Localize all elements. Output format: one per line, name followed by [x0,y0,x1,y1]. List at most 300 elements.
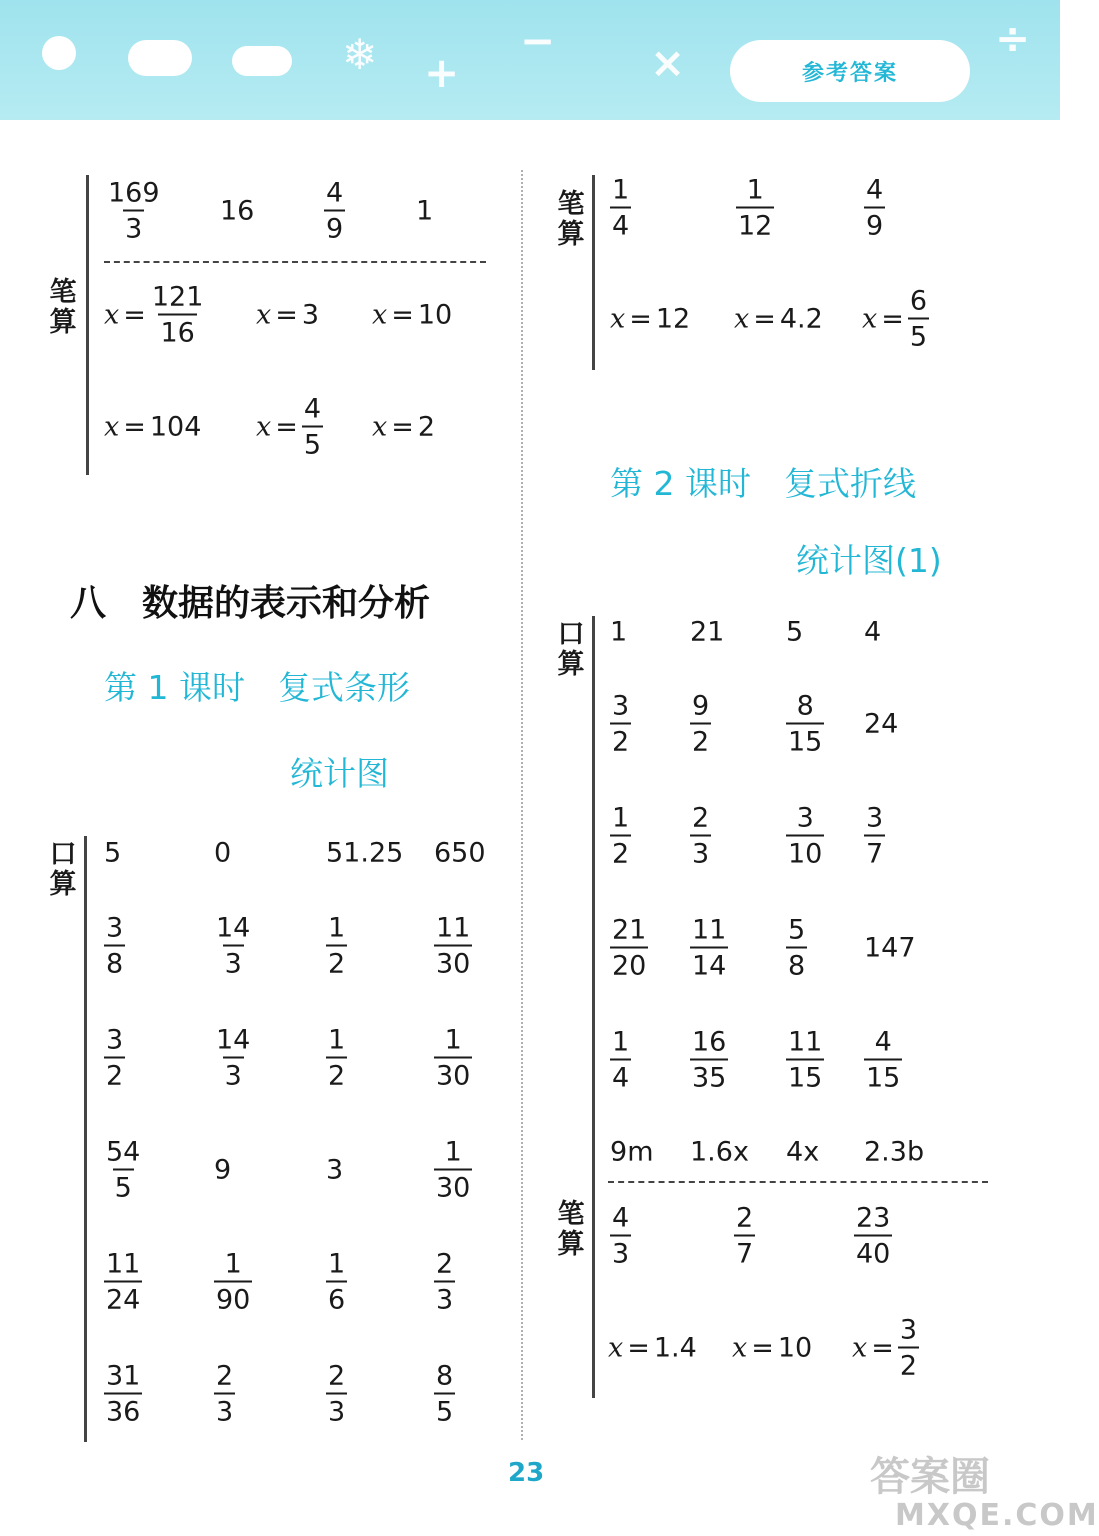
math-value [416,196,433,227]
number: 5 [786,616,804,648]
numerator: 2 [328,1360,346,1392]
numerator: 6 [909,285,928,317]
numerator: 1 [612,1026,630,1058]
right-bisuan2-label: 笔算 [557,1199,585,1260]
variable: b [906,1136,925,1168]
math-value [434,1136,472,1204]
right-kousuan-row1-cell [690,616,725,648]
coefficient: 4 [786,1136,804,1168]
number: 650 [434,837,486,869]
fraction [326,1024,347,1092]
minus-icon: − [520,16,556,65]
answer-label: 参考答案 [801,60,898,86]
right-bisuan2-row2-cell [852,1314,919,1382]
right-kousuan-row5-cell [610,1026,631,1094]
fraction [610,802,631,870]
right-kousuan-row6-cell [786,1136,820,1168]
numerator: 5 [788,914,806,946]
right-kousuan-row1-cell [610,616,628,648]
snowflake-icon: ❄ [342,30,378,79]
left-kousuan-row3-cell [104,1024,125,1092]
right-bisuan-row2-cell [862,285,929,353]
right-kousuan-row6-cell [690,1136,749,1168]
fraction [214,912,252,980]
right-kousuan-row4-cell [610,914,648,982]
fraction [434,1136,472,1204]
math-value [372,411,436,443]
math-value [104,1248,142,1316]
numerator: 11 [436,912,471,944]
math-value [610,690,631,758]
fraction [786,690,824,758]
fraction [854,1202,892,1270]
math-value [864,709,898,740]
numerator: 3 [796,802,814,834]
number: 1 [416,195,434,227]
fraction [786,1026,824,1094]
left-kousuan-row5-cell [434,1248,455,1316]
denominator: 8 [104,945,125,978]
left-kousuan-row1-cell [326,837,404,869]
left-kousuan-row2-cell [214,912,252,980]
math-value [610,802,631,870]
equals-sign: = [275,411,298,443]
number: 21 [690,616,725,648]
left-bisuan-row1-cell [416,195,434,227]
left-kousuan-row2-cell [326,912,347,980]
variable-x: x [372,411,388,443]
answer-badge [730,40,970,102]
math-value [326,1360,347,1428]
left-kousuan-row1-cell [104,837,122,869]
watermark-url: MXQE.COM [895,1498,1099,1533]
right-dashed-separator [608,1181,988,1183]
left-kousuan-bar [84,836,87,1442]
math-value [214,1360,235,1428]
math-value [852,1314,919,1382]
right-kousuan-row5-cell [786,1026,824,1094]
denominator: 3 [434,1281,455,1314]
fraction [104,912,125,980]
lesson1-title-line1: 第 1 课时 复式条形 [104,668,410,707]
math-value [736,174,774,242]
math-value [610,1137,654,1168]
number: 0 [214,837,232,869]
variable: x [732,1136,749,1168]
numerator: 2 [692,802,710,834]
variable-x: x [610,303,626,335]
numerator: 3 [899,1314,918,1346]
math-value [864,1137,924,1168]
numerator: 3 [106,1024,124,1056]
math-value [786,914,807,982]
math-value [104,411,202,443]
fraction [326,1360,347,1428]
denominator: 24 [104,1281,142,1314]
denominator: 3 [214,1393,235,1426]
denominator: 2 [104,1057,125,1090]
denominator: 5 [434,1393,455,1426]
math-value [326,1155,343,1186]
numerator: 1 [328,1248,346,1280]
left-bisuan-row1-cell [106,177,162,245]
denominator: 10 [786,835,824,868]
fraction [908,285,929,353]
right-bisuan2-row1-cell [734,1202,755,1270]
left-kousuan-row4-cell [104,1136,142,1204]
numerator: 169 [108,177,160,209]
math-value [864,802,885,870]
number: 147 [864,932,916,964]
math-value [862,285,929,353]
denominator: 3 [610,1235,631,1268]
right-kousuan-row6-cell [864,1136,925,1168]
left-bisuan-row1-cell [324,177,345,245]
fraction [434,1248,455,1316]
right-kousuan-label: 口算 [557,619,585,680]
math-value [786,617,803,648]
number: 4.2 [779,303,823,335]
fraction [610,690,631,758]
right-bisuan-row2-cell [610,303,691,335]
fraction [104,1248,142,1316]
right-bisuan-row1-cell [736,174,774,242]
left-kousuan-row4-cell [434,1136,472,1204]
math-value [610,617,627,648]
equals-sign: = [881,303,904,335]
numerator: 11 [692,914,727,946]
numerator: 4 [874,1026,892,1058]
math-value [434,838,486,869]
denominator: 2 [898,1347,919,1380]
numerator: 21 [612,914,647,946]
numerator: 1 [612,174,630,206]
fraction [786,802,824,870]
denominator: 3 [223,945,244,978]
top-banner [0,0,1060,120]
denominator: 9 [864,207,885,240]
denominator: 3 [123,210,144,243]
left-kousuan-row4-cell [214,1154,232,1186]
denominator: 3 [223,1057,244,1090]
math-value [434,1248,455,1316]
denominator: 5 [302,426,323,459]
number: 3 [326,1154,344,1186]
numerator: 1 [224,1248,242,1280]
left-kousuan-row5-cell [214,1248,252,1316]
number: 24 [864,708,899,740]
math-value [104,1136,142,1204]
right-kousuan-row3-cell [864,802,885,870]
fraction [610,914,648,982]
numerator: 14 [216,912,251,944]
denominator: 3 [690,835,711,868]
variable-x: x [732,1332,748,1364]
number: 16 [220,195,255,227]
left-kousuan-row3-cell [326,1024,347,1092]
right-bisuan-bar [592,175,595,370]
math-value [326,1248,347,1316]
fraction [326,912,347,980]
equals-sign: = [123,411,146,443]
equals-sign: = [871,1332,894,1364]
denominator: 4 [610,207,631,240]
right-kousuan-row3-cell [610,802,631,870]
plus-icon: + [424,48,460,97]
fraction [326,1248,347,1316]
fraction [864,174,885,242]
equals-sign: = [627,1332,650,1364]
right-kousuan-row2-cell [610,690,631,758]
fraction [690,1026,728,1094]
right-bisuan-row2-cell [734,303,823,335]
math-value [434,1360,455,1428]
variable-x: x [256,299,272,331]
left-kousuan-row6-cell [326,1360,347,1428]
numerator: 1 [328,1024,346,1056]
denominator: 30 [434,945,472,978]
lesson2-title-line1: 第 2 课时 复式折线 [610,464,916,503]
numerator: 121 [151,281,204,313]
number: 1 [610,616,628,648]
left-kousuan-row6-cell [104,1360,142,1428]
math-value [610,1202,631,1270]
denominator: 8 [786,947,807,980]
left-kousuan-row2-cell [104,912,125,980]
times-icon: × [650,38,686,87]
variable-x: x [734,303,750,335]
variable-x: x [104,411,120,443]
math-value [214,1248,252,1316]
fraction [736,174,774,242]
denominator: 35 [690,1059,728,1092]
right-kousuan-row1-cell [786,616,804,648]
number: 4 [864,616,882,648]
fraction [690,914,728,982]
right-kousuan-row6-cell [610,1136,654,1168]
math-value [864,933,916,964]
right-kousuan-row3-cell [690,802,711,870]
math-value [104,1360,142,1428]
fraction [864,802,885,870]
denominator: 2 [326,1057,347,1090]
denominator: 2 [690,723,711,756]
math-value [864,174,885,242]
math-value [786,1137,819,1168]
left-bisuan-bar [86,175,89,475]
equals-sign: = [753,303,776,335]
denominator: 36 [104,1393,142,1426]
divide-icon: ÷ [995,14,1031,63]
numerator: 3 [866,802,884,834]
math-value [786,1026,824,1094]
denominator: 5 [908,318,929,351]
equals-sign: = [391,299,414,331]
math-value [610,914,648,982]
math-value [214,838,231,869]
left-bisuan-row2-cell [256,299,320,331]
right-bisuan2-row2-cell [608,1332,697,1364]
math-value [214,1024,252,1092]
number: 5 [104,837,122,869]
coefficient: 9 [610,1136,628,1168]
fraction [610,1202,631,1270]
numerator: 2 [436,1248,454,1280]
math-value [690,802,711,870]
math-value [610,174,631,242]
math-value [104,838,121,869]
chapter-title: 八 数据的表示和分析 [70,583,431,624]
math-value [372,299,453,331]
denominator: 7 [864,835,885,868]
math-value [864,1026,902,1094]
denominator: 90 [214,1281,252,1314]
fraction [104,1360,142,1428]
denominator: 6 [326,1281,347,1314]
left-kousuan-row5-cell [326,1248,347,1316]
denominator: 9 [324,210,345,243]
numerator: 8 [436,1360,454,1392]
math-value [326,912,347,980]
fraction [150,281,206,349]
left-bisuan-row3-cell [256,393,323,461]
watermark-logo: 答案圈 [870,1454,990,1500]
math-value [610,303,691,335]
equals-sign: = [275,299,298,331]
sun-icon [42,36,76,70]
math-value [864,617,881,648]
equals-sign: = [629,303,652,335]
numerator: 1 [444,1024,462,1056]
fraction [214,1360,235,1428]
denominator: 12 [736,207,774,240]
left-bisuan-row3-cell [372,411,436,443]
coefficient: 1.6 [690,1136,733,1168]
right-bisuan2-row1-cell [610,1202,631,1270]
numerator: 14 [216,1024,251,1056]
coefficient: 2.3 [864,1136,907,1168]
number: 9 [214,1154,232,1186]
variable-x: x [104,299,120,331]
denominator: 20 [610,947,648,980]
denominator: 14 [690,947,728,980]
numerator: 9 [692,690,710,722]
page-number: 23 [508,1458,545,1488]
math-value [690,690,711,758]
fraction [434,1024,472,1092]
numerator: 31 [106,1360,141,1392]
fraction [690,690,711,758]
number: 10 [777,1332,813,1364]
right-bisuan-row1-cell [864,174,885,242]
left-bisuan-row2-cell [104,281,205,349]
number: 2 [417,411,436,443]
left-kousuan-row1-cell [434,837,486,869]
left-kousuan-row3-cell [434,1024,472,1092]
denominator: 2 [610,835,631,868]
left-kousuan-row3-cell [214,1024,252,1092]
number: 10 [417,299,453,331]
right-kousuan-row2-cell [864,708,899,740]
left-bisuan-row1-cell [220,195,255,227]
numerator: 1 [612,802,630,834]
numerator: 4 [612,1202,630,1234]
variable-x: x [256,411,272,443]
math-value [324,177,345,245]
left-kousuan-label: 口算 [49,839,77,900]
numerator: 54 [106,1136,141,1168]
left-bisuan-label: 笔算 [49,277,77,338]
right-bisuan2-row1-cell [854,1202,892,1270]
denominator: 5 [113,1169,134,1202]
left-bisuan-row2-cell [372,299,453,331]
right-bisuan2-row2-cell [732,1332,813,1364]
math-value [608,1332,697,1364]
fraction [610,1026,631,1094]
denominator: 30 [434,1057,472,1090]
numerator: 1 [444,1136,462,1168]
math-value [256,299,320,331]
math-value [610,1026,631,1094]
math-value [690,1137,749,1168]
fraction [104,1136,142,1204]
variable: m [627,1136,654,1168]
numerator: 23 [856,1202,891,1234]
left-bisuan-row3-cell [104,411,202,443]
left-kousuan-row5-cell [104,1248,142,1316]
denominator: 2 [610,723,631,756]
fraction [864,1026,902,1094]
math-value [214,1155,231,1186]
denominator: 15 [786,1059,824,1092]
rain-cloud-icon [232,46,292,76]
numerator: 8 [796,690,814,722]
right-kousuan-row4-cell [864,932,916,964]
number: 104 [149,411,202,443]
right-kousuan-row5-cell [690,1026,728,1094]
numerator: 1 [328,912,346,944]
right-kousuan-row2-cell [786,690,824,758]
left-dashed-separator [104,261,486,263]
math-value [690,914,728,982]
left-kousuan-row6-cell [214,1360,235,1428]
numerator: 4 [303,393,322,425]
variable: x [803,1136,820,1168]
variable-x: x [372,299,388,331]
math-value [256,393,323,461]
numerator: 4 [326,177,344,209]
variable-x: x [608,1332,624,1364]
equals-sign: = [751,1332,774,1364]
fraction [434,912,472,980]
right-kousuan-row3-cell [786,802,824,870]
left-kousuan-row4-cell [326,1154,344,1186]
numerator: 3 [612,690,630,722]
denominator: 15 [864,1059,902,1092]
number: 12 [655,303,691,335]
right-bisuan-row1-cell [610,174,631,242]
denominator: 7 [734,1235,755,1268]
right-kousuan-row4-cell [786,914,807,982]
math-value [690,1026,728,1094]
math-value [104,1024,125,1092]
math-value [786,802,824,870]
fraction [690,802,711,870]
right-kousuan-row2-cell [690,690,711,758]
fraction [214,1248,252,1316]
fraction [734,1202,755,1270]
math-value [732,1332,813,1364]
